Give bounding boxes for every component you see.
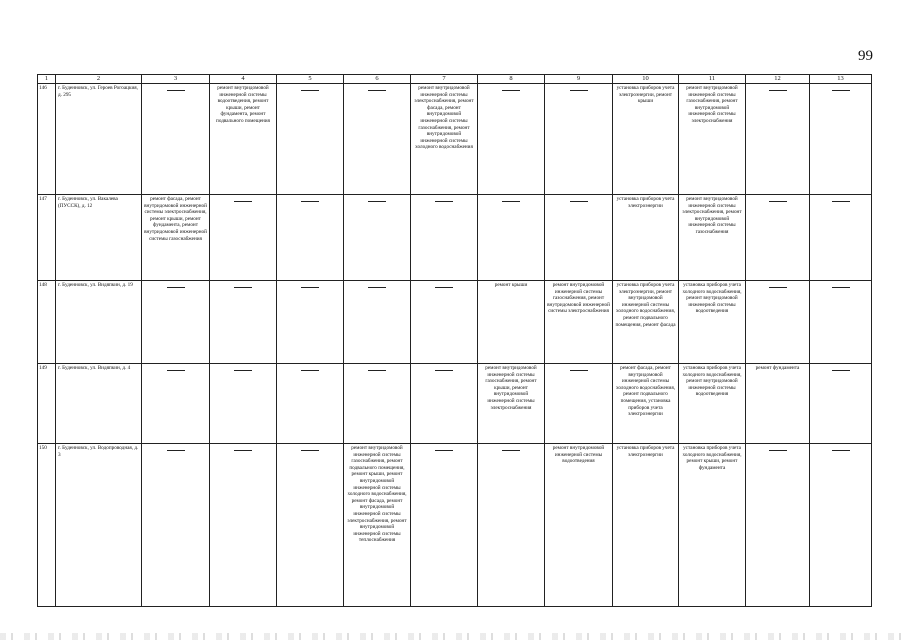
empty-cell <box>478 444 545 607</box>
column-number: 5 <box>277 75 344 84</box>
column-number: 3 <box>142 75 210 84</box>
work-cell: установка приборов учета холодного водоснабжения, ремонт внутридомовой инженерной системы водоотведения <box>679 364 746 444</box>
work-cell: ремонт фундамента <box>746 364 810 444</box>
row-number: 146 <box>38 84 56 195</box>
dash-mark <box>832 370 850 371</box>
empty-cell <box>411 195 478 281</box>
dash-mark <box>502 90 520 91</box>
dash-mark <box>301 201 319 202</box>
dash-mark <box>832 287 850 288</box>
empty-cell <box>810 281 872 364</box>
table-row <box>38 195 872 281</box>
dash-mark <box>502 201 520 202</box>
work-cell: ремонт внутридомовой инженерной системы водоотведения <box>545 444 613 607</box>
empty-cell <box>810 84 872 195</box>
work-cell: ремонт внутридомовой инженерной системы газоснабжения, ремонт подвального помещения, ремонт крыши, ремонт внутридомовой инженерной системы холодного водоснабжения, ремонт фасада, ремонт внутридомовой инженерной системы электроснабжения, ремонт внутридомовой инженерной системы теплоснабжения <box>344 444 411 607</box>
dash-mark <box>167 370 185 371</box>
address-cell: г. Буденновск, ул. Вакалева (ПУССК), д. 12 <box>56 195 142 281</box>
table-row <box>38 444 872 607</box>
dash-mark <box>769 450 787 451</box>
empty-cell <box>810 444 872 607</box>
work-cell: ремонт внутридомовой инженерной системы газоснабжения, ремонт крыши, ремонт внутридомовой инженерной системы электроснабжения <box>478 364 545 444</box>
work-cell: ремонт внутридомовой инженерной системы водоотведения, ремонт крыши, ремонт фундамента, ремонт подвального помещения <box>210 84 277 195</box>
page-number: 99 <box>858 48 873 64</box>
address-cell: г. Буденновск, ул. Видяпкин, д. 19 <box>56 281 142 364</box>
empty-cell <box>746 195 810 281</box>
empty-cell <box>142 281 210 364</box>
dash-mark <box>234 370 252 371</box>
work-cell: установка приборов учета холодного водоснабжения, ремонт внутридомовой инженерной системы водоотведения <box>679 281 746 364</box>
address-cell: г. Буденновск, ул. Водопроводная, д. 3 <box>56 444 142 607</box>
empty-cell <box>746 84 810 195</box>
work-cell: установка приборов учета электроэнергии, ремонт крыши <box>613 84 679 195</box>
table-row <box>38 364 872 444</box>
dash-mark <box>234 450 252 451</box>
repair-schedule-table <box>37 74 872 607</box>
empty-cell <box>545 195 613 281</box>
column-number: 1 <box>38 75 56 84</box>
dash-mark <box>167 287 185 288</box>
empty-cell <box>746 281 810 364</box>
dash-mark <box>435 450 453 451</box>
dash-mark <box>769 201 787 202</box>
dash-mark <box>234 201 252 202</box>
dash-mark <box>570 370 588 371</box>
empty-cell <box>277 281 344 364</box>
row-number: 149 <box>38 364 56 444</box>
empty-cell <box>344 364 411 444</box>
dash-mark <box>435 287 453 288</box>
dash-mark <box>570 90 588 91</box>
empty-cell <box>344 281 411 364</box>
work-cell: установка приборов учета электроэнергии <box>613 195 679 281</box>
column-number: 13 <box>810 75 872 84</box>
dash-mark <box>435 201 453 202</box>
empty-cell <box>142 364 210 444</box>
dash-mark <box>301 370 319 371</box>
work-cell: установка приборов учета электроэнергии, ремонт внутридомовой инженерной системы холодного водоснабжения, ремонт подвального помещения, ремонт фасада <box>613 281 679 364</box>
empty-cell <box>545 364 613 444</box>
dash-mark <box>368 370 386 371</box>
dash-mark <box>167 90 185 91</box>
column-number: 11 <box>679 75 746 84</box>
address-cell: г. Буденновск, ул. Видяпкин, д. 4 <box>56 364 142 444</box>
dash-mark <box>769 90 787 91</box>
row-number: 147 <box>38 195 56 281</box>
dash-mark <box>832 201 850 202</box>
work-cell: ремонт внутридомовой инженерной системы электроснабжения, ремонт фасада, ремонт внутридомовой инженерной системы газоснабжения, ремонт внутридомовой инженерной системы холодного водоснабжения <box>411 84 478 195</box>
dash-mark <box>435 370 453 371</box>
dash-mark <box>368 287 386 288</box>
empty-cell <box>344 84 411 195</box>
empty-cell <box>344 195 411 281</box>
scan-artifact <box>0 633 905 640</box>
empty-cell <box>810 364 872 444</box>
work-cell: ремонт внутридомовой инженерной системы газоснабжения, ремонт внутридомовой инженерной системы электроснабжения <box>679 84 746 195</box>
empty-cell <box>411 364 478 444</box>
empty-cell <box>210 444 277 607</box>
work-cell: ремонт крыши <box>478 281 545 364</box>
table-row <box>38 281 872 364</box>
work-cell: установка приборов учета холодного водоснабжения, ремонт крыши, ремонт фундамента <box>679 444 746 607</box>
dash-mark <box>502 450 520 451</box>
empty-cell <box>411 444 478 607</box>
empty-cell <box>478 195 545 281</box>
empty-cell <box>277 84 344 195</box>
empty-cell <box>210 364 277 444</box>
dash-mark <box>769 287 787 288</box>
work-cell: ремонт внутридомовой инженерной системы газоснабжения, ремонт внутридомовой инженерной системы электроснабжения <box>545 281 613 364</box>
dash-mark <box>301 90 319 91</box>
empty-cell <box>277 195 344 281</box>
column-number-row <box>38 75 872 84</box>
empty-cell <box>142 84 210 195</box>
dash-mark <box>301 287 319 288</box>
empty-cell <box>478 84 545 195</box>
table-row <box>38 84 872 195</box>
column-number: 6 <box>344 75 411 84</box>
work-cell: ремонт фасада, ремонт внутридомовой инженерной системы холодного водоснабжения, ремонт подвального помещения, установка приборов учета электроэнергии <box>613 364 679 444</box>
row-number: 150 <box>38 444 56 607</box>
dash-mark <box>234 287 252 288</box>
column-number: 8 <box>478 75 545 84</box>
work-cell: ремонт внутридомовой инженерной системы электроснабжения, ремонт внутридомовой инженерной системы газоснабжения <box>679 195 746 281</box>
empty-cell <box>210 195 277 281</box>
table-body <box>38 75 872 607</box>
column-number: 9 <box>545 75 613 84</box>
dash-mark <box>368 201 386 202</box>
empty-cell <box>142 444 210 607</box>
column-number: 7 <box>411 75 478 84</box>
empty-cell <box>411 281 478 364</box>
column-number: 4 <box>210 75 277 84</box>
row-number: 148 <box>38 281 56 364</box>
column-number: 10 <box>613 75 679 84</box>
work-cell: установка приборов учета электроэнергии <box>613 444 679 607</box>
empty-cell <box>746 444 810 607</box>
dash-mark <box>832 450 850 451</box>
column-number: 12 <box>746 75 810 84</box>
column-number: 2 <box>56 75 142 84</box>
dash-mark <box>832 90 850 91</box>
work-cell: ремонт фасада, ремонт внутридомовой инженерной системы электроснабжения, ремонт крыши, ремонт фундамента, ремонт внутридомовой инженерной системы газоснабжения <box>142 195 210 281</box>
dash-mark <box>301 450 319 451</box>
address-cell: г. Буденновск, ул. Героев Рогоацкия, д. 295 <box>56 84 142 195</box>
dash-mark <box>570 201 588 202</box>
dash-mark <box>167 450 185 451</box>
empty-cell <box>277 444 344 607</box>
empty-cell <box>545 84 613 195</box>
empty-cell <box>210 281 277 364</box>
dash-mark <box>368 90 386 91</box>
empty-cell <box>277 364 344 444</box>
empty-cell <box>810 195 872 281</box>
